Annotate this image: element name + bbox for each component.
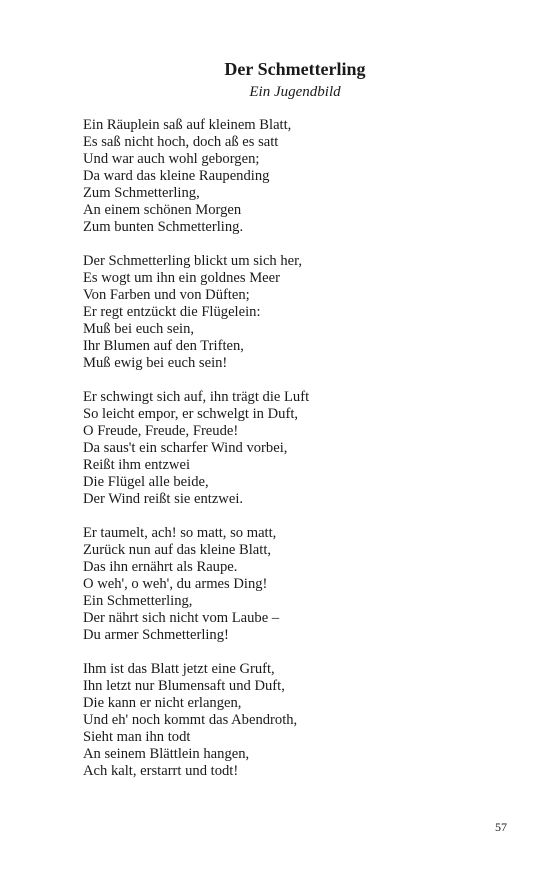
poem-line: An seinem Blättlein hangen, [83,746,250,762]
poem-line: Von Farben und von Düften; [83,287,250,303]
poem-line: Ihn letzt nur Blumensaft und Duft, [83,678,285,694]
poem-line: Er taumelt, ach! so matt, so matt, [83,525,277,541]
poem-line: Ihr Blumen auf den Triften, [83,338,244,354]
poem-line: Der Wind reißt sie entzwei. [83,491,244,507]
poem-line: Sieht man ihn todt [83,729,191,745]
poem-line: Zum Schmetterling, [83,185,200,201]
poem-line: Ach kalt, erstarrt und todt! [83,763,239,779]
poem-line: Ein Räuplein saß auf kleinem Blatt, [83,117,292,133]
poem-line: Zurück nun auf das kleine Blatt, [83,542,272,558]
poem-subtitle: Ein Jugendbild [249,84,341,100]
poem-line: Es wogt um ihn ein goldnes Meer [83,270,280,286]
stanza-3 [83,389,503,508]
page-number: 57 [495,820,507,834]
poem-line: An einem schönen Morgen [83,202,242,218]
poem-line: Muß ewig bei euch sein! [83,355,228,371]
poem-line: Muß bei euch sein, [83,321,195,337]
poem-line: Du armer Schmetterling! [83,627,229,643]
poem-line: Der nährt sich nicht vom Laube – [83,610,280,626]
stanza-4 [83,525,503,644]
poem-line: Und eh' noch kommt das Abendroth, [83,712,298,728]
poem-body [83,117,503,797]
poem-line: Der Schmetterling blickt um sich her, [83,253,303,269]
poem-line: Er schwingt sich auf, ihn trägt die Luft [83,389,310,405]
poem-line: Er regt entzückt die Flügelein: [83,304,261,320]
poem-line: O Freude, Freude, Freude! [83,423,239,439]
poem-line: Und war auch wohl geborgen; [83,151,260,167]
poem-line: Ihm ist das Blatt jetzt eine Gruft, [83,661,275,677]
poem-line: Die Flügel alle beide, [83,474,209,490]
poem-line: Da ward das kleine Raupending [83,168,270,184]
poem-line: So leicht empor, er schwelgt in Duft, [83,406,299,422]
poem-line: O weh', o weh', du armes Ding! [83,576,268,592]
poem-line: Zum bunten Schmetterling. [83,219,244,235]
poem-line: Die kann er nicht erlangen, [83,695,242,711]
poem-line: Das ihn ernährt als Raupe. [83,559,238,575]
poem-title: Der Schmetterling [224,59,366,79]
poem-line: Ein Schmetterling, [83,593,193,609]
poem-line: Es saß nicht hoch, doch aß es satt [83,134,279,150]
poem-line: Reißt ihm entzwei [83,457,190,473]
poem-line: Da saus't ein scharfer Wind vorbei, [83,440,288,456]
stanza-5 [83,661,503,780]
stanza-2 [83,253,503,372]
stanza-1 [83,117,503,236]
